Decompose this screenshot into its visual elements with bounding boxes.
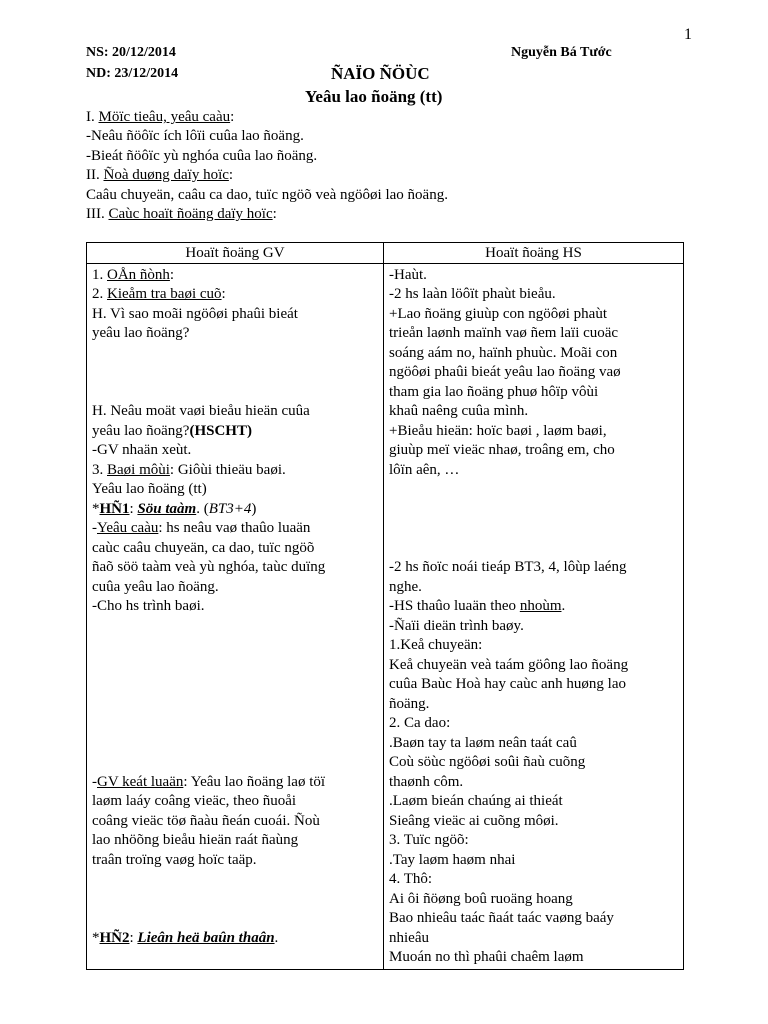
table-header-row [87, 243, 684, 264]
student-line: .Baøn tay ta laøm neân taát caû [389, 735, 577, 751]
bullet-text: * [92, 930, 100, 946]
materials-heading [86, 166, 233, 186]
student-line: .Tay laøm haøm nhai [389, 852, 516, 868]
student-line [389, 597, 565, 617]
section-number: II. [86, 167, 104, 183]
student-line: tham gia lao ñoäng phuø hôïp vôùi [389, 384, 599, 400]
table-row [87, 264, 684, 970]
step-text: : [169, 267, 175, 283]
teaching-date: ND: 23/12/2014 [86, 66, 179, 81]
student-line: Keå chuyeän veà taám göông lao ñoäng [389, 657, 629, 673]
step-text: : Giôùi thieäu baøi. [169, 462, 286, 478]
objective-item: -Bieát ñöôïc yù nghóa cuûa lao ñoäng. [86, 148, 318, 164]
teacher-activities-cell [87, 264, 384, 970]
teacher-line [92, 773, 325, 793]
teacher-line [92, 285, 226, 305]
separator-text: . [274, 930, 279, 946]
heading-colon: : [230, 109, 235, 125]
student-line: 4. Thô: [389, 871, 433, 887]
student-line: Coù söùc ngöôøi soûi ñaù cuõng [389, 754, 586, 770]
teacher-line: ñaõ söö taàm veà yù nghóa, taùc duïng [92, 559, 326, 575]
teacher-line: -Cho hs trình baøi. [92, 598, 205, 614]
step-text: : [221, 286, 226, 302]
student-activities-cell [384, 264, 684, 970]
student-line: +Lao ñoäng giuùp con ngöôøi phaùt [389, 306, 608, 322]
teacher-column-header: Hoaït ñoäng GV [87, 243, 384, 264]
activity-name: Söu taàm [137, 501, 197, 517]
objectives-heading [86, 108, 234, 128]
student-line: Muoán no thì phaûi chaêm laøm [389, 949, 584, 965]
student-line: -Haùt. [389, 267, 427, 283]
separator-text: : [129, 501, 138, 517]
student-line: ñoäng. [389, 696, 430, 712]
step-heading: Yeâu caàu [97, 520, 159, 536]
line-text: yeâu lao ñoäng? [92, 423, 190, 439]
student-line: thaønh côm. [389, 774, 464, 790]
prepared-date: NS: 20/12/2014 [86, 45, 176, 60]
student-line: cuûa Baùc Hoà hay caùc anh huøng lao [389, 676, 626, 692]
bullet-text: - [92, 520, 97, 536]
section-heading: Möïc tieâu, yeâu caàu [98, 109, 231, 125]
heading-colon: : [228, 167, 234, 183]
step-number: 3. [92, 462, 107, 478]
student-line: Bao nhieâu taác ñaát taác vaøng baáy [389, 910, 614, 926]
teacher-line: H. Vì sao moãi ngöôøi phaûi bieát [92, 306, 298, 322]
step-number: 2. [92, 286, 107, 302]
objective-item: -Neâu ñöôïc ích lôïi cuûa lao ñoäng. [86, 128, 304, 144]
student-line: 1.Keå chuyeän: [389, 637, 483, 653]
student-line: 2. Ca dao: [389, 715, 451, 731]
activity-name: Lieân heä baûn thaân [137, 930, 275, 946]
bullet-text: - [92, 774, 97, 790]
subject-title: ÑAÏO ÑÖÙC [331, 64, 430, 83]
student-line: -2 hs laàn löôït phaùt bieåu. [389, 286, 556, 302]
separator-text: . ( [196, 501, 209, 517]
line-text: -HS thaûo luaän theo [389, 598, 520, 614]
lesson-title: Yeâu lao ñoäng (tt) [305, 87, 443, 106]
step-number: 1. [92, 267, 107, 283]
teacher-line [92, 422, 252, 442]
teacher-line: yeâu lao ñoäng? [92, 325, 190, 341]
group-word: nhoùm [519, 598, 562, 614]
heading-colon: : [272, 206, 277, 222]
activity-2-heading [92, 929, 278, 949]
line-text: . [561, 598, 566, 614]
teacher-line [92, 266, 174, 286]
teacher-line: -GV nhaän xeùt. [92, 442, 192, 458]
section-heading: Ñoà duøng daïy hoïc [103, 167, 229, 183]
activities-table [86, 242, 684, 970]
bullet-text: * [92, 501, 100, 517]
step-text: : hs neâu vaø thaûo luaän [158, 520, 311, 536]
step-heading: Kieåm tra baøi cuõ [107, 286, 222, 302]
separator-text: ) [251, 501, 257, 517]
section-number: I. [86, 109, 99, 125]
student-line: Sieâng vieäc ai cuõng môøi. [389, 813, 559, 829]
teacher-line: coâng vieäc töø ñaàu ñeán cuoái. Ñoù [92, 813, 320, 829]
student-line: lôïn aên, … [389, 462, 460, 478]
teacher-line: H. Neâu moät vaøi bieåu hieän cuûa [92, 403, 310, 419]
student-line: .Laøm bieán chaúng ai thieát [389, 793, 563, 809]
teacher-line: cuûa yeâu lao ñoäng. [92, 579, 219, 595]
teacher-line: Yeâu lao ñoäng (tt) [92, 481, 207, 497]
student-line: -2 hs ñoïc noái tieáp BT3, 4, lôùp laéng [389, 559, 627, 575]
teacher-line: traân troïng vaøg hoïc taäp. [92, 852, 257, 868]
teacher-line: lao nhöõng bieåu hieän raát ñaùng [92, 832, 299, 848]
level-tag: (HSCHT) [189, 423, 252, 439]
student-line: nhieâu [389, 930, 429, 946]
step-heading: OÅn ñònh [107, 267, 170, 283]
student-line: +Bieåu hieän: hoïc baøi , laøm baøi, [389, 423, 607, 439]
exercise-ref: BT3+4 [208, 501, 252, 517]
step-heading: Baøi môùi [107, 462, 170, 478]
teacher-line [92, 519, 310, 539]
materials-item: Caâu chuyeän, caâu ca dao, tuïc ngöõ veà ngöôøi lao ñoäng. [86, 187, 448, 203]
student-line: nghe. [389, 579, 422, 595]
student-line: trieån laønh maïnh vaø ñem laïi cuoäc [389, 325, 619, 341]
section-number: III. [86, 206, 109, 222]
teacher-line [92, 461, 286, 481]
teacher-line: laøm laáy coâng vieäc, theo ñuoåi [92, 793, 297, 809]
activity-label: HÑ1 [99, 501, 130, 517]
page-number: 1 [684, 26, 692, 43]
student-line: -Ñaïi dieän trình baøy. [389, 618, 524, 634]
teacher-line: caùc caâu chuyeän, ca dao, tuïc ngöõ [92, 540, 315, 556]
student-line: Ai ôi ñöøng boû ruoäng hoang [389, 891, 573, 907]
activity-1-heading [92, 500, 256, 520]
step-text: : Yeâu lao ñoäng laø töï [183, 774, 326, 790]
student-line: 3. Tuïc ngöõ: [389, 832, 469, 848]
student-line: giuùp meï vieäc nhaø, troâng em, cho [389, 442, 615, 458]
author-name: Nguyễn Bá Tước [511, 45, 612, 60]
separator-text: : [129, 930, 138, 946]
student-line: ngöôøi phaûi bieát yeâu lao ñoäng vaø [389, 364, 621, 380]
section-heading: Caùc hoaït ñoäng daïy hoïc [108, 206, 273, 222]
step-heading: GV keát luaän [97, 774, 184, 790]
student-line: soáng aám no, haïnh phuùc. Moãi con [389, 345, 618, 361]
student-column-header: Hoaït ñoäng HS [384, 243, 684, 264]
activities-heading [86, 205, 277, 225]
activity-label: HÑ2 [99, 930, 130, 946]
student-line: khaû naêng cuûa mình. [389, 403, 529, 419]
